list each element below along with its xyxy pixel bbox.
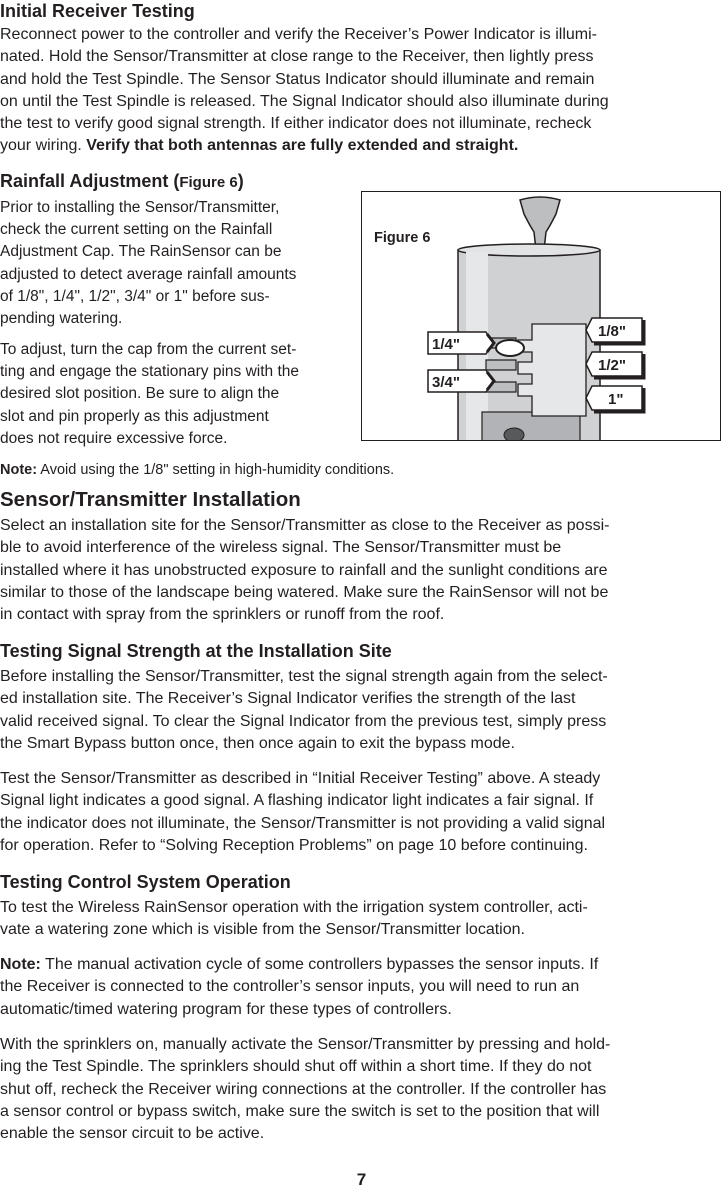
text-line: the Receiver is connected to the controller’s sensor inputs, you will need to run an: [0, 978, 580, 996]
page-number: 7: [356, 1170, 367, 1189]
text-line: and hold the Test Spindle. The Sensor Status Indicator should illuminate and remain: [0, 70, 595, 88]
note-label: Note:: [0, 956, 41, 973]
signal-strength-para-2: [0, 768, 720, 857]
label-half-text: 1/2": [598, 357, 626, 374]
note-label: Note:: [0, 462, 38, 478]
text-line: To adjust, turn the cap from the current set-: [0, 341, 297, 358]
text-line: ing the Test Spindle. The sprinklers should shut off within a short time. If they do not: [0, 1058, 592, 1076]
text-line: With the sprinklers on, manually activate the Sensor/Transmitter by pressing and hold-: [0, 1036, 611, 1053]
text-line: Signal light indicates a good signal. A flashing indicator light indicates a fair signal. If: [0, 792, 594, 810]
text-line: Reconnect power to the controller and verify the Receiver’s Power Indicator is illumi-: [0, 26, 598, 43]
text-line: check the current setting on the Rainfall: [0, 221, 273, 239]
text-line: of 1/8", 1/4", 1/2", 3/4" or 1" before sus-: [0, 287, 270, 305]
control-system-note: [0, 954, 720, 1021]
text-line: for operation. Refer to “Solving Reception Problems” on page 10 before continuing.: [0, 836, 588, 854]
pin-oval: [496, 340, 524, 356]
text-line: To test the Wireless RainSensor operation with the irrigation system controller, acti-: [0, 899, 588, 916]
figure-6: [361, 191, 721, 441]
text-line: Prior to installing the Sensor/Transmitter,: [0, 199, 280, 216]
text-line: shut off, recheck the Receiver wiring connections at the controller. If the controller has: [0, 1080, 607, 1098]
text-line: does not require excessive force.: [0, 429, 228, 447]
text-line: pending watering.: [0, 310, 123, 328]
antenna-warning: Verify that both antennas are fully extended and straight.: [86, 137, 519, 155]
text-line: Before installing the Sensor/Transmitter, test the signal strength again from the select-: [0, 668, 608, 685]
label-eighth: [586, 318, 644, 344]
text-line: valid received signal. To clear the Signal Indicator from the previous test, simply press: [0, 712, 607, 730]
text-line: nated. Hold the Sensor/Transmitter at close range to the Receiver, then lightly press: [0, 48, 594, 66]
figure-caption: Figure 6: [374, 230, 431, 246]
humidity-note: [0, 459, 720, 481]
heading-sensor-installation: Sensor/Transmitter Installation: [0, 488, 301, 511]
label-quarter-text: 1/4": [432, 336, 460, 353]
lower-pin: [504, 428, 524, 440]
text-line: in contact with spray from the sprinklers or runoff from the roof.: [0, 606, 445, 624]
text-line: Adjustment Cap. The RainSensor can be: [0, 243, 282, 261]
text-line: [0, 954, 720, 976]
label-quarter: [428, 332, 494, 354]
text-line: Select an installation site for the Sensor/Transmitter as close to the Receiver as possi-: [0, 517, 610, 534]
rainfall-para-1: [0, 197, 358, 330]
text-line: adjusted to detect average rainfall amounts: [0, 265, 297, 283]
text-line: the test to verify good signal strength. If either indicator does not illuminate, recheck: [0, 115, 592, 133]
test-spindle: [520, 197, 560, 250]
text-line: automatic/timed watering program for these types of controllers.: [0, 1000, 452, 1018]
text-line: [0, 135, 720, 157]
control-system-para-3: [0, 1034, 720, 1145]
text-line: similar to those of the landscape being watered. Make sure the RainSensor will not be: [0, 583, 609, 601]
text-line: ble to avoid interference of the wireless signal. The Sensor/Transmitter must be: [0, 539, 562, 557]
heading-control-system: Testing Control System Operation: [0, 872, 291, 892]
text-line: enable the sensor circuit to be active.: [0, 1125, 265, 1143]
text-line: the Smart Bypass button once, then once again to exit the bypass mode.: [0, 734, 515, 752]
text-line: vate a watering zone which is visible from the Sensor/Transmitter location.: [0, 921, 525, 939]
sensor-installation-body: [0, 515, 720, 626]
label-three-quarter: [428, 370, 494, 392]
text-line: slot and pin properly as this adjustment: [0, 407, 269, 425]
control-system-para-1: [0, 897, 720, 942]
text-line: the indicator does not illuminate, the Sensor/Transmitter is not providing a valid signal: [0, 814, 606, 832]
heading-close: ): [237, 171, 244, 191]
text-line: desired slot position. Be sure to align the: [0, 385, 280, 403]
rainfall-para-2: [0, 339, 358, 450]
heading-initial-receiver-testing: Initial Receiver Testing: [0, 1, 195, 21]
text-line: a sensor control or bypass switch, make sure the switch is set to the position that will: [0, 1102, 600, 1120]
text-line: ting and engage the stationary pins with the: [0, 363, 300, 381]
label-three-quarter-text: 3/4": [432, 374, 460, 391]
heading-main: Rainfall Adjustment (: [0, 171, 180, 191]
label-half: [586, 352, 644, 378]
text-line-part: your wiring.: [0, 137, 87, 155]
label-one: [586, 386, 644, 412]
heading-signal-strength: Testing Signal Strength at the Installation Site: [0, 641, 392, 661]
initial-receiver-testing-body: [0, 24, 720, 158]
text-line: on until the Test Spindle is released. The Signal Indicator should also illuminate during: [0, 92, 609, 110]
text-line-part: The manual activation cycle of some controllers bypasses the sensor inputs. If: [40, 956, 599, 973]
text-line: Test the Sensor/Transmitter as described in “Initial Receiver Testing” above. A steady: [0, 770, 601, 787]
label-eighth-text: 1/8": [598, 323, 626, 340]
text-line: ed installation site. The Receiver’s Signal Indicator verifies the strength of the last: [0, 690, 576, 708]
signal-strength-para-1: [0, 666, 720, 755]
text-line: installed where it has unobstructed exposure to rainfall and the sunlight conditions are: [0, 561, 608, 579]
label-one-text: 1": [608, 391, 624, 408]
heading-figure-ref: Figure 6: [179, 174, 238, 191]
note-text: Avoid using the 1/8" setting in high-humidity conditions.: [37, 462, 395, 478]
